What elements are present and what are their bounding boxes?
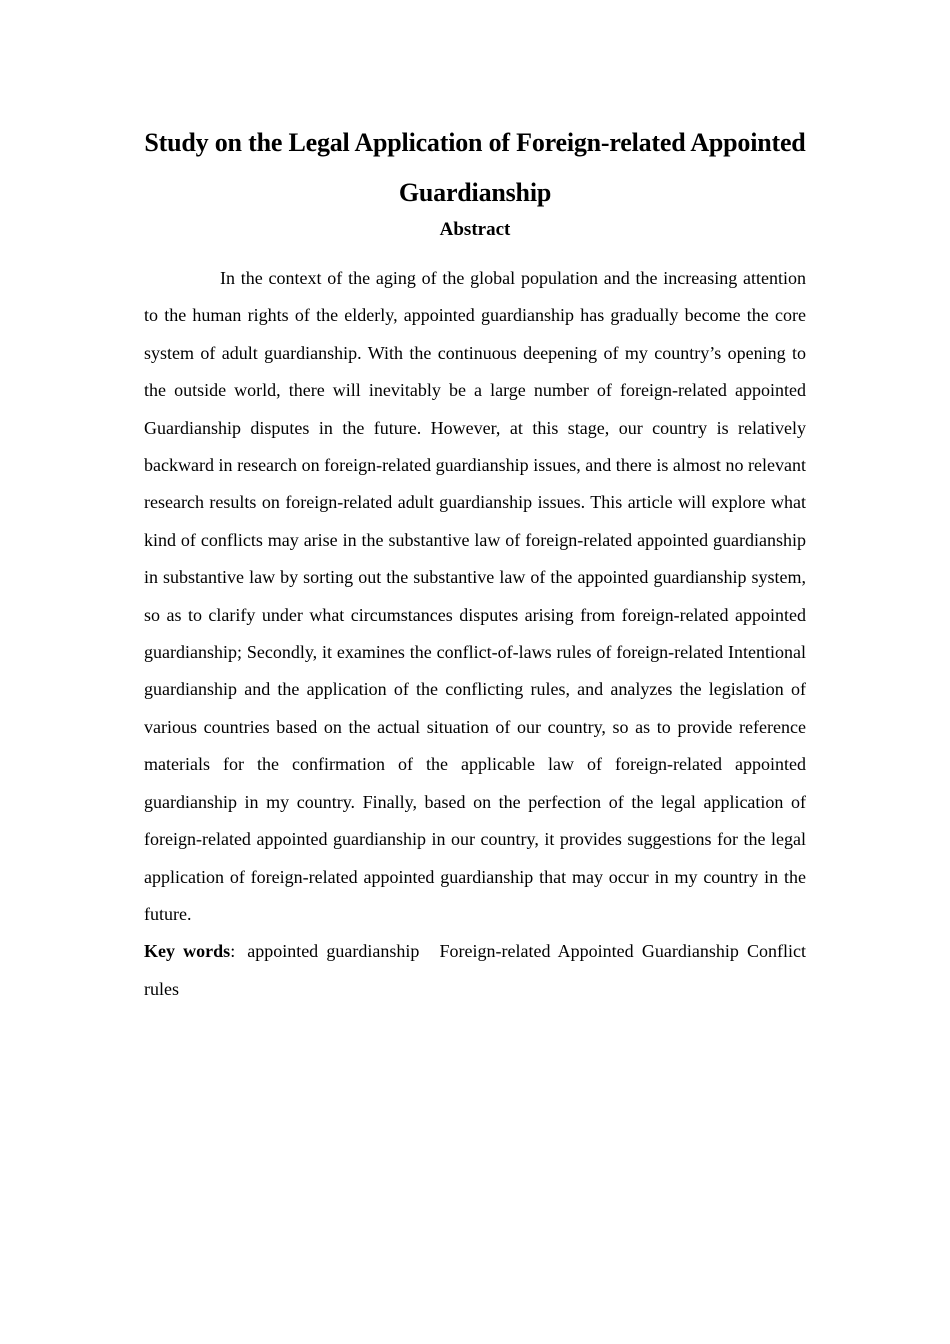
keyword-item: Conflict rules — [144, 941, 807, 999]
abstract-heading: Abstract — [439, 219, 511, 240]
page-content — [144, 118, 806, 1008]
keyword-item: Foreign-related Appointed Guardianship — [439, 941, 739, 962]
keywords-label: Key words — [144, 941, 231, 962]
keyword-item: appointed guardianship — [247, 941, 420, 962]
paper-title: Study on the Legal Application of Foreign-related Appointed Guardianship — [144, 128, 806, 207]
keywords-line — [144, 933, 806, 1008]
abstract-body: In the context of the aging of the global population and the increasing attention to the human rights of the elderly, appointed guardianship has gradually become the core system of adult guardianship. With the continuous deepening of my country’s opening to the outside world, there will inevitably be a large number of foreign-related appointed Guardianship disputes in the future. However, at this stage, our country is relatively backward in research on foreign-related guardianship issues, and there is almost no relevant research results on foreign-related adult guardianship issues. This article will explore what kind of conflicts may arise in the substantive law of foreign-related appointed guardianship in substantive law by sorting out the substantive law of the appointed guardianship system, so as to clarify under what circumstances disputes arising from foreign-related appointed guardianship; Secondly, it examines the conflict-of-laws rules of foreign-related Intentional guardianship and the application of the conflicting rules, and analyzes the legislation of various countries based on the actual situation of our country, so as to provide reference materials for the confirmation of the applicable law of foreign-related appointed guardianship in my country. Finally, based on the perfection of the legal application of foreign-related appointed guardianship in our country, it provides suggestions for the legal application of foreign-related appointed guardianship that may occur in my country in the future. — [144, 268, 806, 924]
keywords-separator: : — [230, 941, 236, 962]
